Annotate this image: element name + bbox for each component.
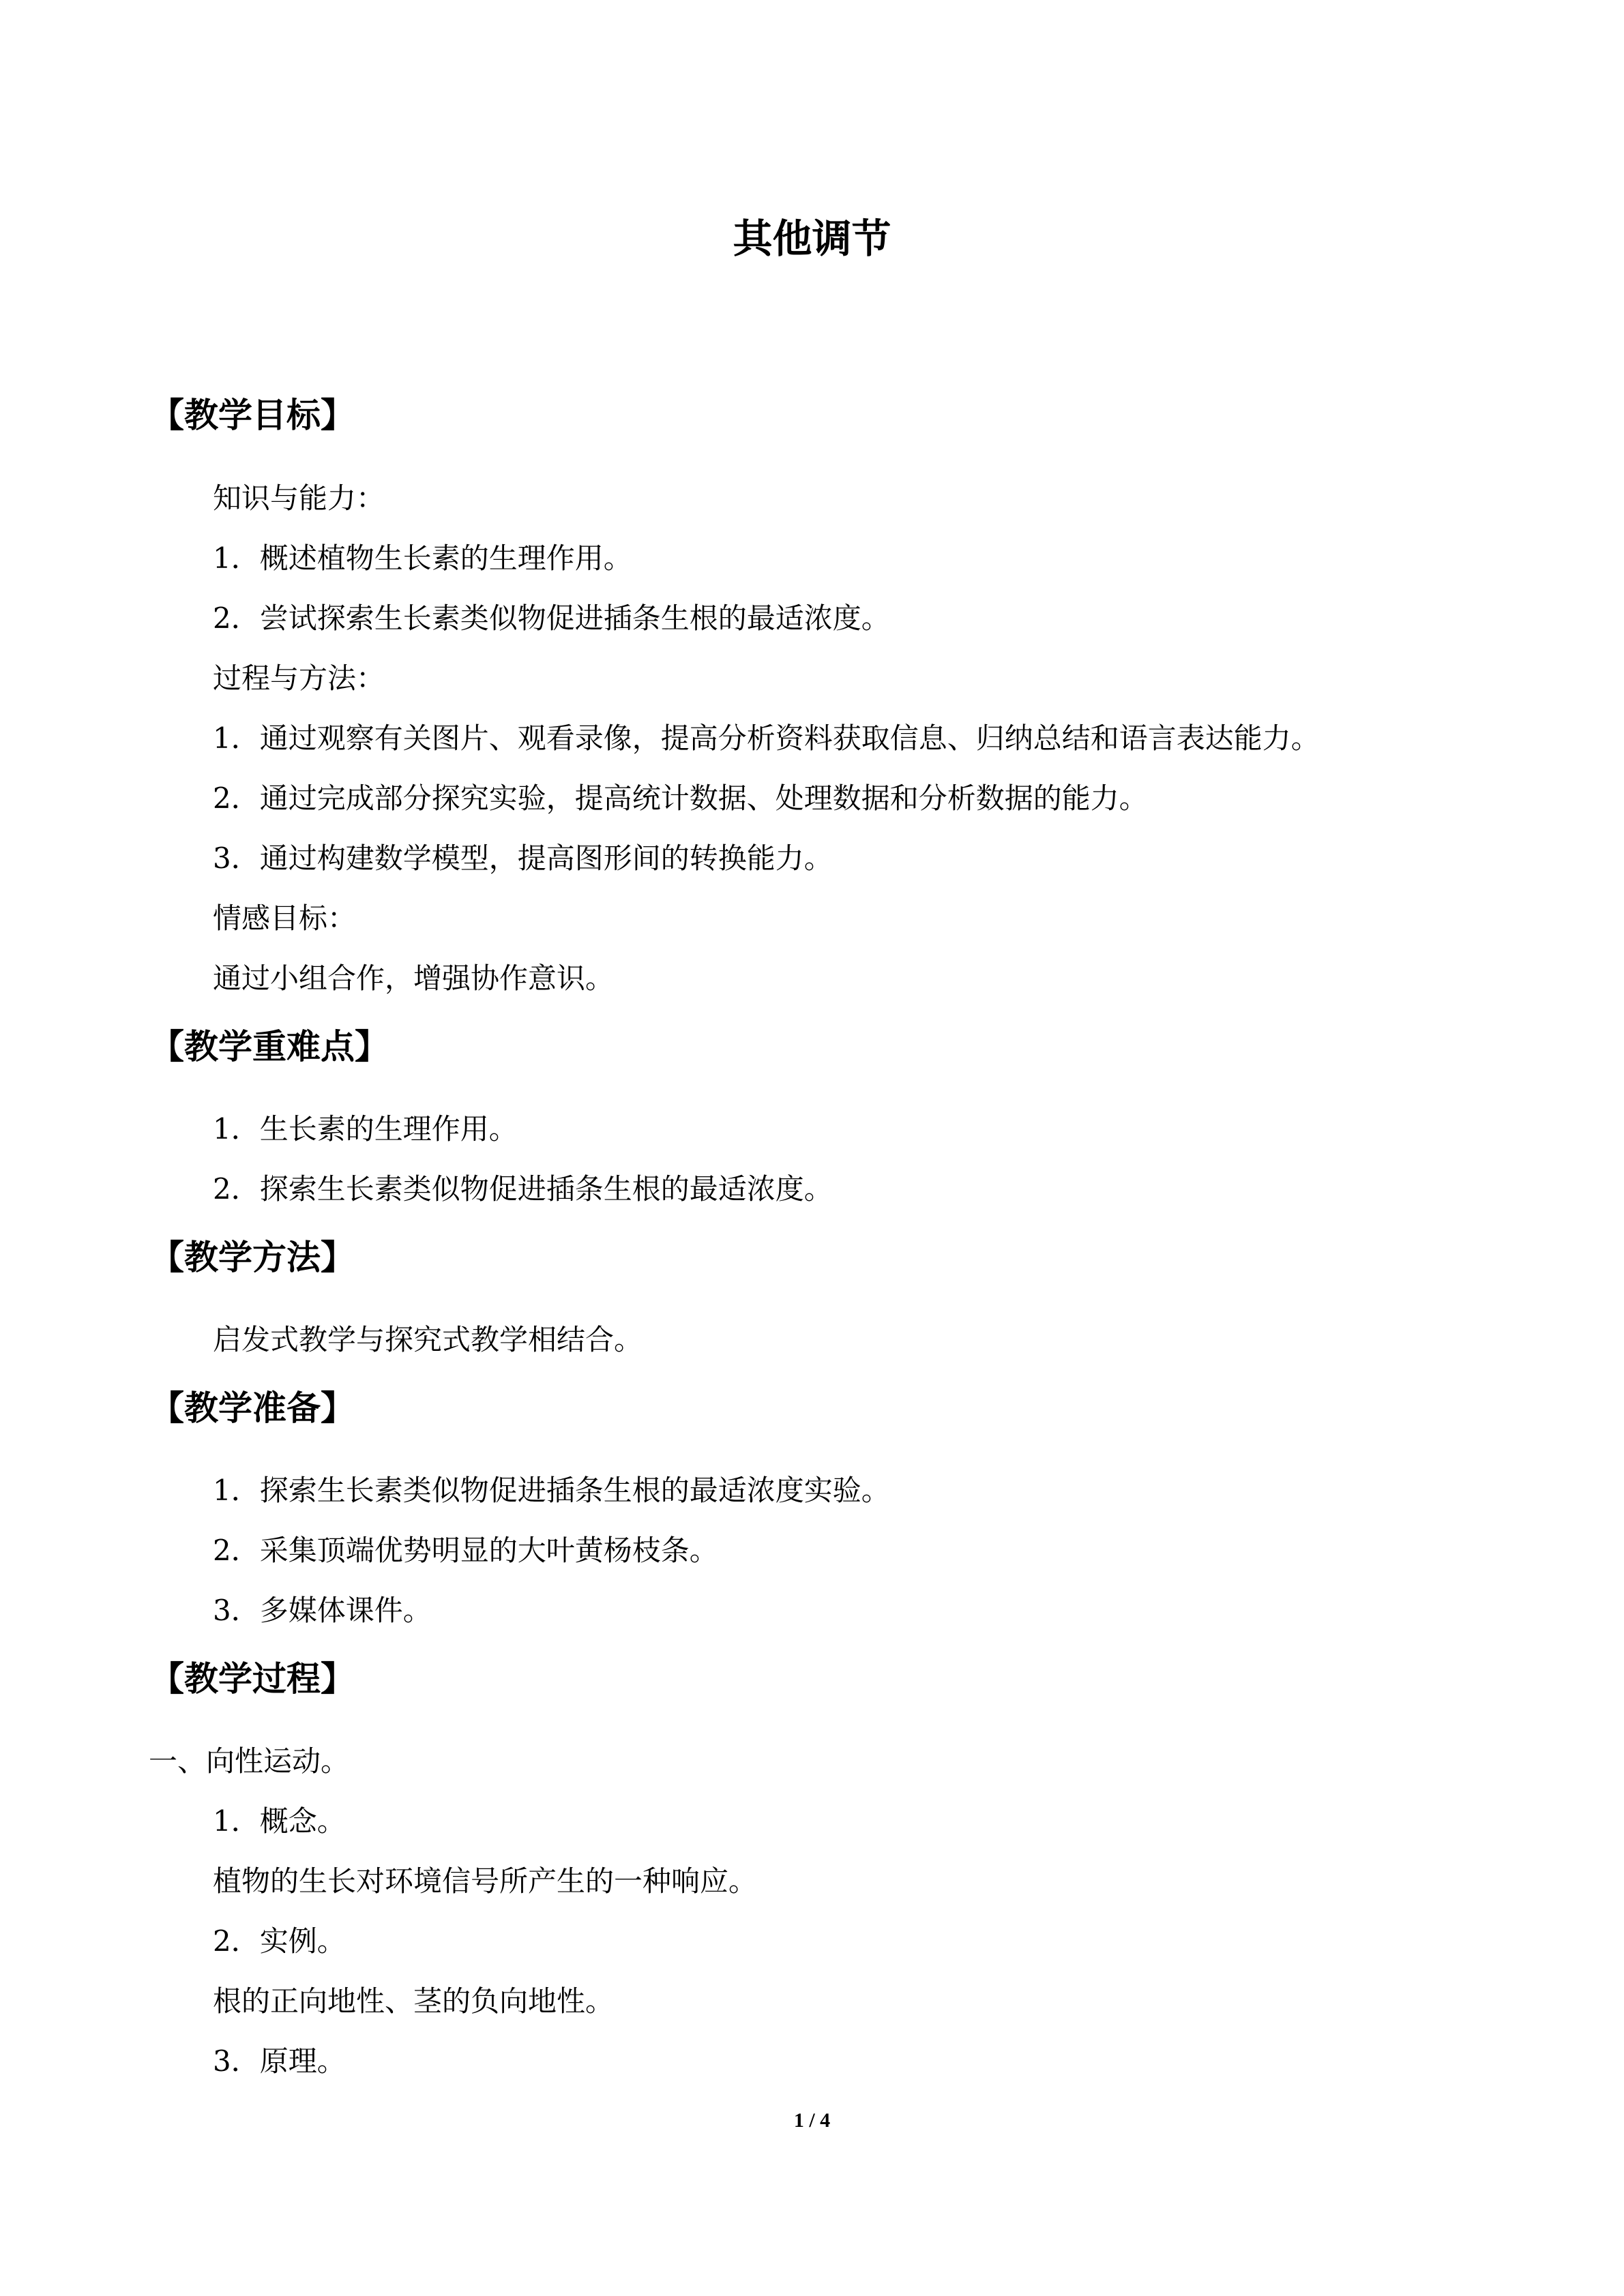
process-line: 植物的生长对环境信号所产生的一种响应。 <box>213 1864 758 1898</box>
objectives-line: 3．通过构建数学模型，提高图形间的转换能力。 <box>213 841 833 875</box>
preparation-line: 2．采集顶端优势明显的大叶黄杨枝条。 <box>213 1534 718 1567</box>
objectives-line: 知识与能力： <box>213 481 385 515</box>
process-line: 3．原理。 <box>213 2044 346 2078</box>
page-number: 1 / 4 <box>793 2109 831 2132</box>
process-line: 根的正向地性、茎的负向地性。 <box>213 1984 615 2018</box>
objectives-line: 1．概述植物生长素的生理作用。 <box>213 541 632 575</box>
objectives-line: 1．通过观察有关图片、观看录像，提高分析资料获取信息、归纳总结和语言表达能力。 <box>213 721 1320 755</box>
preparation-line: 3．多媒体课件。 <box>213 1594 432 1627</box>
process-line: 一、向性运动。 <box>149 1744 350 1778</box>
methods-line: 启发式教学与探究式教学相结合。 <box>213 1323 643 1356</box>
key-points-line: 2．探索生长素类似物促进插条生根的最适浓度。 <box>213 1172 833 1206</box>
process-line: 2．实例。 <box>213 1924 346 1958</box>
objectives-line: 过程与方法： <box>213 661 385 695</box>
preparation-line: 1．探索生长素类似物促进插条生根的最适浓度实验。 <box>213 1474 890 1507</box>
section-heading-process: 【教学过程】 <box>150 1659 355 1699</box>
section-heading-methods: 【教学方法】 <box>150 1238 355 1277</box>
objectives-line: 情感目标： <box>213 901 357 935</box>
document-title: 其他调节 <box>733 215 891 262</box>
section-heading-preparation: 【教学准备】 <box>150 1388 355 1428</box>
section-heading-objectives: 【教学目标】 <box>150 396 355 435</box>
key-points-line: 1．生长素的生理作用。 <box>213 1112 518 1146</box>
section-heading-key-points: 【教学重难点】 <box>150 1027 389 1067</box>
objectives-line: 2．尝试探索生长素类似物促进插条生根的最适浓度。 <box>213 601 890 635</box>
process-line: 1．概念。 <box>213 1804 346 1838</box>
objectives-line: 2．通过完成部分探究实验，提高统计数据、处理数据和分析数据的能力。 <box>213 781 1148 815</box>
objectives-line: 通过小组合作，增强协作意识。 <box>213 961 615 995</box>
